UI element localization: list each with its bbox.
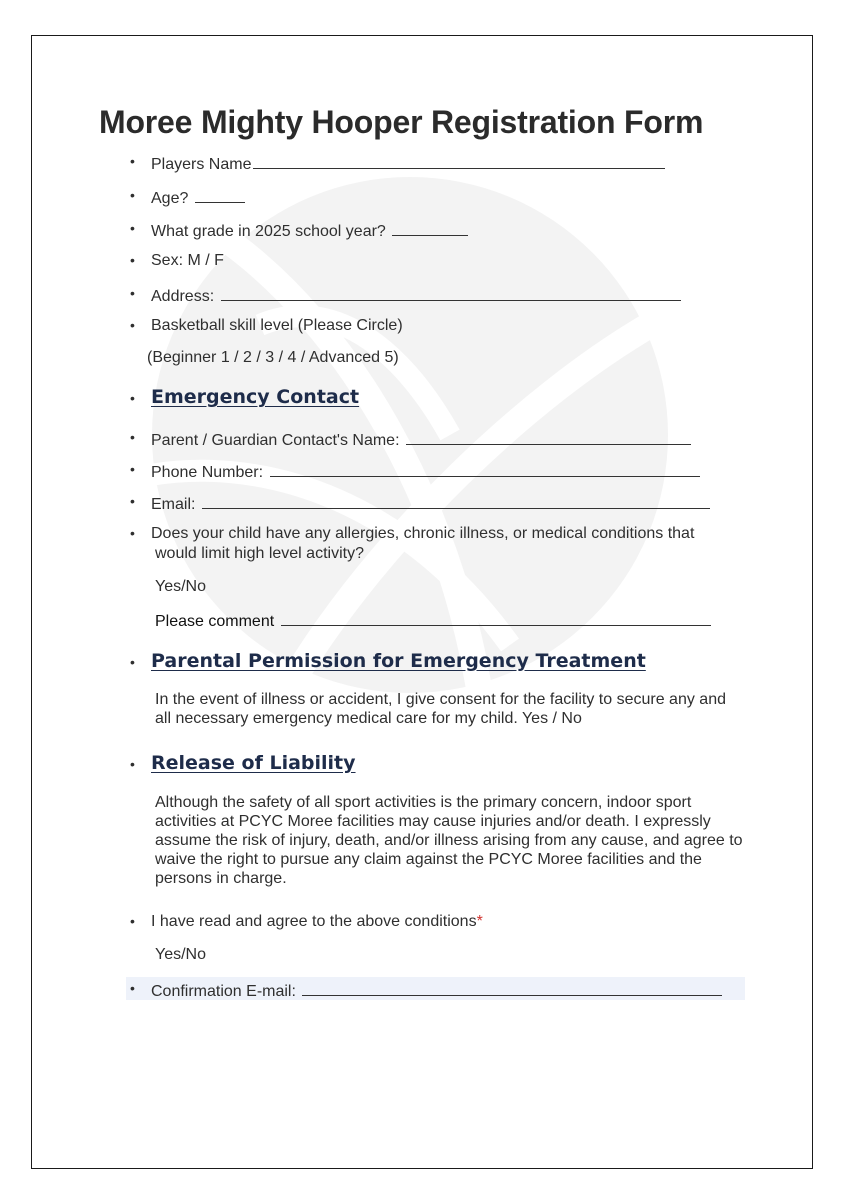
bullet: • xyxy=(130,220,135,236)
bullet: • xyxy=(130,252,135,268)
players-name-input[interactable] xyxy=(253,153,665,169)
comment-field[interactable] xyxy=(155,610,711,631)
bullet: • xyxy=(130,429,135,445)
bullet: • xyxy=(130,390,135,406)
guardian-name-input[interactable] xyxy=(406,429,691,445)
age-label: Age? xyxy=(151,190,189,207)
page-title: Moree Mighty Hooper Registration Form xyxy=(99,104,704,140)
bullet: • xyxy=(130,187,135,203)
players-name-label: Players Name xyxy=(151,156,252,173)
liability-text: Although the safety of all sport activities is the primary concern, indoor sport activities at PCYC Moree facilities may cause injuries and/or death. I expressly assume the risk of injury, death, and/or illness arising from any cause, and agree to waive the right to pursue any claim against the PCYC Moree facilities and the persons in charge. xyxy=(155,794,743,887)
bullet: • xyxy=(130,317,135,333)
bullet: • xyxy=(130,913,135,929)
bullet: • xyxy=(130,461,135,477)
bullet: • xyxy=(130,525,135,541)
skill-level-label: Basketball skill level (Please Circle) xyxy=(151,317,403,334)
skill-scale[interactable]: (Beginner 1 / 2 / 3 / 4 / Advanced 5) xyxy=(147,349,399,366)
address-label: Address: xyxy=(151,288,215,305)
phone-input[interactable] xyxy=(270,461,700,477)
comment-input[interactable] xyxy=(281,610,711,626)
address-input[interactable] xyxy=(221,285,681,301)
grade-label: What grade in 2025 school year? xyxy=(151,223,386,240)
bullet: • xyxy=(130,285,135,301)
phone-label: Phone Number: xyxy=(151,464,264,481)
email-label: Email: xyxy=(151,496,196,513)
bullet: • xyxy=(130,153,135,169)
liability-heading: Release of Liability xyxy=(151,752,356,774)
age-input[interactable] xyxy=(195,187,245,203)
required-marker: * xyxy=(476,913,483,930)
sex-label: Sex: M / F xyxy=(151,252,224,269)
bullet: • xyxy=(130,493,135,509)
emergency-contact-heading: Emergency Contact xyxy=(151,386,360,408)
comment-label: Please comment xyxy=(155,613,275,630)
bullet: • xyxy=(130,654,135,670)
email-input[interactable] xyxy=(202,493,710,509)
confirmation-email-label: Confirmation E-mail: xyxy=(151,983,296,1000)
medical-question-line2: would limit high level activity? xyxy=(155,545,364,562)
permission-text: In the event of illness or accident, I give consent for the facility to secure any and all necessary emergency medical care for my child. Yes / No xyxy=(155,691,726,727)
confirmation-email-input[interactable] xyxy=(302,980,722,996)
bullet: • xyxy=(130,756,135,772)
bullet: • xyxy=(130,980,135,996)
agree-label: I have read and agree to the above conditions xyxy=(151,913,477,930)
guardian-name-label: Parent / Guardian Contact's Name: xyxy=(151,432,400,449)
medical-yes-no[interactable]: Yes/No xyxy=(155,578,206,595)
permission-heading: Parental Permission for Emergency Treatment xyxy=(151,650,646,672)
grade-input[interactable] xyxy=(392,220,468,236)
agree-yes-no[interactable]: Yes/No xyxy=(155,946,206,963)
medical-question-line1: Does your child have any allergies, chronic illness, or medical conditions that xyxy=(151,525,695,542)
